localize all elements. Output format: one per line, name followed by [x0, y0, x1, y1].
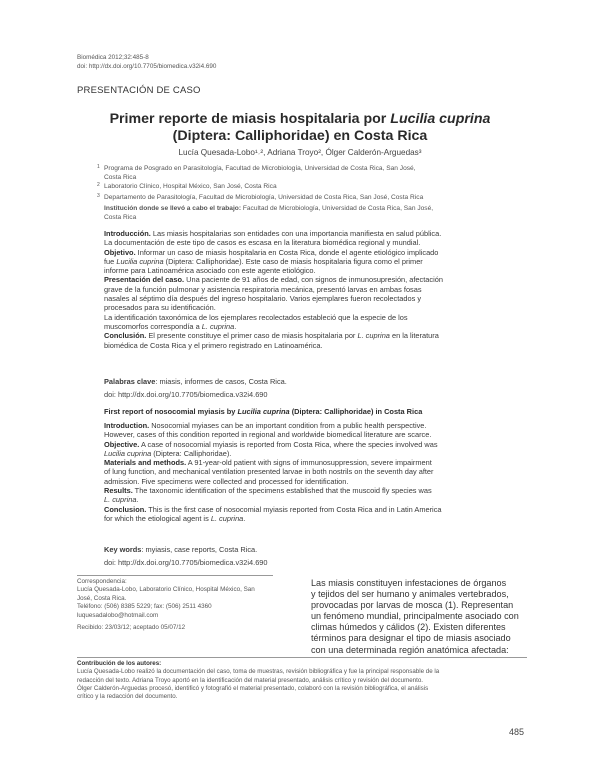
abstract-en: Introduction. Nosocomial myiases can be an important condition from a public health perspective. However, cases of this condition reported in regional and worldwide biomedical literature are scarce. Objective. A case of nosocomial myiasis is reported from Costa Rica, where the species involved was Lucilia cuprina (Diptera: Calliphoridae). Materials and methods. A 91-year-old patient with signs of immunosuppression, severe impairment of lung function, and mechanical ventilation presented larvae in both nostrils on the seventh day after admission. Five specimens were collected and processed for identification. Results. The taxonomic identification of the specimens established that the muscoid fly species was L. cuprina. Conclusion. This is the first case of nosocomial myiasis reported from Costa Rica and in Latin America for which the etiological agent is L. cuprina. — [104, 421, 442, 523]
institution: Institución donde se llevó a cabo el trabajo: Facultad de Microbiología, Universidad de Costa Rica, San José, Costa Rica — [104, 205, 434, 221]
correspondence-email[interactable]: luquesadalobo@hotmail.com — [77, 611, 159, 619]
affiliation-2: 2 Laboratorio Clínico, Hospital México, San José, Costa Rica — [97, 182, 277, 190]
journal-citation — [77, 54, 216, 71]
section-label: PRESENTACIÓN DE CASO — [77, 85, 201, 96]
authors: Lucía Quesada-Lobo¹˒², Adriana Troyo², Ólger Calderón-Arguedas³ — [178, 148, 422, 157]
body-text: Las miasis constituyen infestaciones de órganos y tejidos del ser humano y animales vertebrados, provocadas por larvas de mosca (1). Representan un fenómeno mundial, principalmente asociado con climas húmedos y cálidos (2). Existen diferentes términos para designar el tipo de miasis asociado con una determinada región anatómica afectada: — [311, 578, 519, 655]
page-number: 485 — [509, 727, 525, 737]
correspondence-divider — [77, 575, 273, 576]
affiliation-1: 1 Programa de Posgrado en Parasitología, Facultad de Microbiología, Universidad de Costa Rica, San José, Costa Rica — [97, 164, 416, 181]
author-contributions: Contribución de los autores: Lucía Quesada-Lobo realizó la documentación del caso, toma de muestras, revisión bibliográfica y fue la principal responsable de la redacción del texto. Adriana Troyo aportó en la identificación del material presentado, análisis crítico y revisión del documento. Ólger Calderón-Arguedas procesó, identificó y fotografió el material presentado, colaboró con la revisión bibliográfica, el análisis crítico y la redacción del documento. — [77, 660, 440, 701]
keywords-es: Palabras clave: miasis, informes de casos, Costa Rica. — [104, 377, 287, 386]
keywords-en: Key words: myiasis, case reports, Costa Rica. — [104, 545, 258, 554]
doi-en[interactable]: doi: http://dx.doi.org/10.7705/biomedica.v32i4.690 — [104, 558, 268, 567]
abstract-es: Introducción. Las miasis hospitalarias son entidades con una importancia manifiesta en salud pública. La documentación de este tipo de casos es escasa en la literatura biomédica regional y mundial. Objetivo. Informar un caso de miasis hospitalaria en Costa Rica, donde el agente etiológico implicado fue Lucilia cuprina (Diptera: Calliphoridae). Este caso de miasis hospitalaria figura como el primer informe para Latinoamérica asociado con este agente etiológico. Presentación del caso. Una paciente de 91 años de edad, con signos de inmunosupresión, afectación grave de la función pulmonar y asistencia respiratoria mecánica, presentó larvas en ambas fosas nasales al séptimo día después del ingreso hospitalario. Varios ejemplares fueron recolectados y procesados para su identificación. La identificación taxonómica de los ejemplares recolectados estableció que la especie de los muscomorfos correspondía a L. cuprina. Conclusión. El presente constituye el primer caso de miasis hospitalaria por L. cuprina en la literatura biomédica de Costa Rica y el primero registrado en Latinoamérica. — [104, 229, 443, 350]
article-title: Primer reporte de miasis hospitalaria por Lucilia cuprina (Diptera: Calliphoridae) en Costa Rica — [109, 111, 491, 144]
contributions-divider — [77, 657, 527, 658]
doi-es[interactable]: doi: http://dx.doi.org/10.7705/biomedica.v32i4.690 — [104, 390, 268, 399]
header-doi[interactable]: doi: http://dx.doi.org/10.7705/biomedica.v32i4.690 — [77, 62, 217, 70]
journal-line: Biomédica 2012;32:485-8 — [77, 54, 149, 61]
affiliation-3: 3 Departamento de Parasitología, Facultad de Microbiología, Universidad de Costa Rica, San José, Costa Rica — [97, 193, 424, 201]
correspondence: Correspondencia: Lucía Quesada-Lobo, Laboratorio Clínico, Hospital México, San José, Costa Rica. Teléfono: (506) 8385 5229; fax: (506) 2511 4360 luquesadalobo@hotmail.com Recibido: 23/03/12; aceptado 05/07/12 — [77, 578, 272, 632]
english-title: First report of nosocomial myiasis by Lucilia cuprina (Diptera: Calliphoridae) in Costa Rica — [104, 407, 423, 416]
